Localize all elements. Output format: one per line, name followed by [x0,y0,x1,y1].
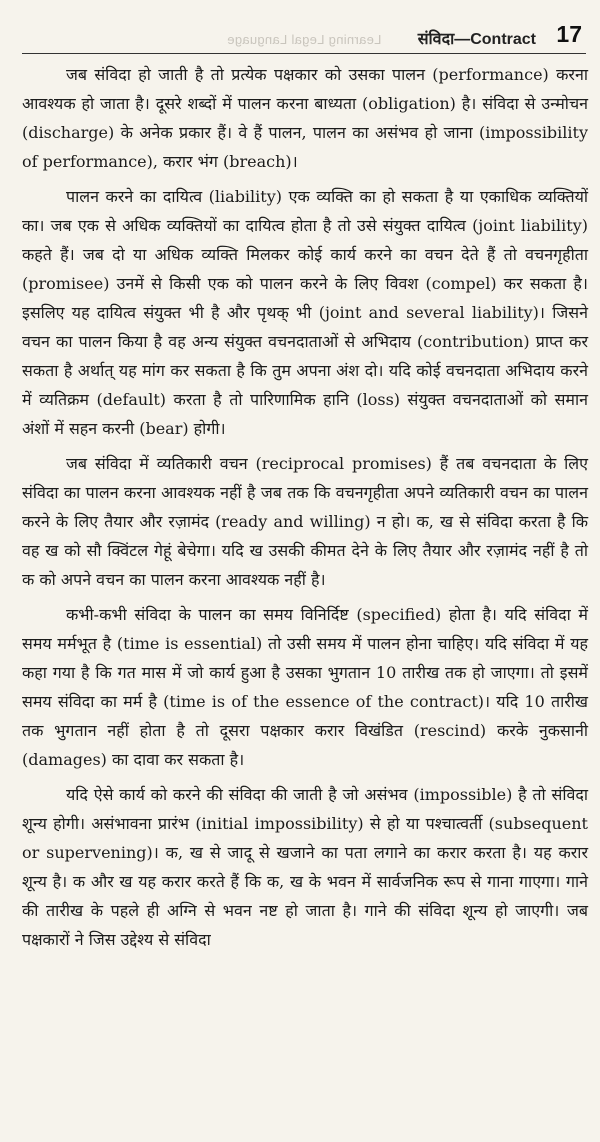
paragraph-liability: पालन करने का दायित्व (liability) एक व्यक्ति का हो सकता है या एकाधिक व्यक्तियों का। जब एक से अधिक व्यक्तियों का दायित्व होता है तो उसे संयुक्त दायित्व (joint liability) कहते हैं। जब दो या अधिक व्यक्ति मिलकर कोई कार्य करने का वचन देते हैं तो वचनगृहीता (promisee) उनमें से किसी एक को पालन करने के लिए विवश (compel) कर सकता है। इसलिए यह दायित्व संयुक्त भी है और पृथक् भी (joint and several liability)। जिसने वचन का पालन किया है वह अन्य संयुक्त वचनदाताओं से अभिदाय (contribution) प्राप्त कर सकता है अर्थात् यह मांग कर सकता है कि तुम अपना अंश दो। यदि कोई वचनदाता अभिदाय करने में व्यतिक्रम (default) करता है तो पारिणामिक हानि (loss) संयुक्त वचनदाताओं को समान अंशों में सहन करनी (bear) होगी। [22,187,588,438]
paragraph-performance: जब संविदा हो जाती है तो प्रत्येक पक्षकार को उसका पालन (performance) करना आवश्यक हो जाता है। दूसरे शब्दों में पालन करना बाध्यता (obligation) है। संविदा से उन्मोचन (discharge) के अनेक प्रकार हैं। वे हैं पालन, पालन का असंभव हो जाना (impossibility of performance), करार भंग (breach)। [22,65,588,171]
page-number: 17 [556,21,582,47]
header-rule [22,53,586,54]
show-through-text: Learning Legal Language [227,32,382,47]
paragraph-impossibility: यदि ऐसे कार्य को करने की संविदा की जाती है जो असंभव (impossible) है तो संविदा शून्य होगी। असंभावना प्रारंभ (initial impossibility) से हो या पश्चात्वर्ती (subsequent or supervening)। क, ख से जादू से खजाने का पता लगाने का करार करता है। यह करार शून्य है। क और ख यह करार करते हैं कि क, ख के भवन में सार्वजनिक रूप से गाना गाएगा। गाने की तारीख के पहले ही अग्नि से भवन नष्ट हो जाता है। गाने की संविदा शून्य हो जाएगी। जब पक्षकारों ने जिस उद्देश्य से संविदा [22,785,588,949]
paragraph-reciprocal-promises: जब संविदा में व्यतिकारी वचन (reciprocal promises) हैं तब वचनदाता के लिए संविदा का पालन करना आवश्यक नहीं है जब तक कि वचनगृहीता अपने व्यतिकारी वचन का पालन करने के लिए तैयार और रज़ामंद (ready and willing) न हो। क, ख से संविदा करता है कि वह ख को सौ क्विंटल गेहूं बेचेगा। यदि ख उसकी कीमत देने के लिए तैयार और रज़ामंद नहीं है तो क को अपने वचन का पालन करना आवश्यक नहीं है। [22,454,588,589]
paragraph-time-of-performance: कभी-कभी संविदा के पालन का समय विनिर्दिष्ट (specified) होता है। यदि संविदा में समय मर्मभूत है (time is essential) तो उसी समय में पालन होना चाहिए। यदि संविदा में यह कहा गया है कि गत मास में जो कार्य हुआ है उसका भुगतान 10 तारीख तक हो जाएगा। तो इसमें समय संविदा का मर्म है (time is of the essence of the contract)। यदि 10 तारीख तक भुगतान नहीं होता है तो दूसरा पक्षकार करार विखंडित (rescind) करके नुकसानी (damages) का दावा कर सकता है। [22,605,588,769]
running-title: संविदा—Contract [417,31,536,48]
body-text [22,60,588,960]
page-header [22,21,586,50]
